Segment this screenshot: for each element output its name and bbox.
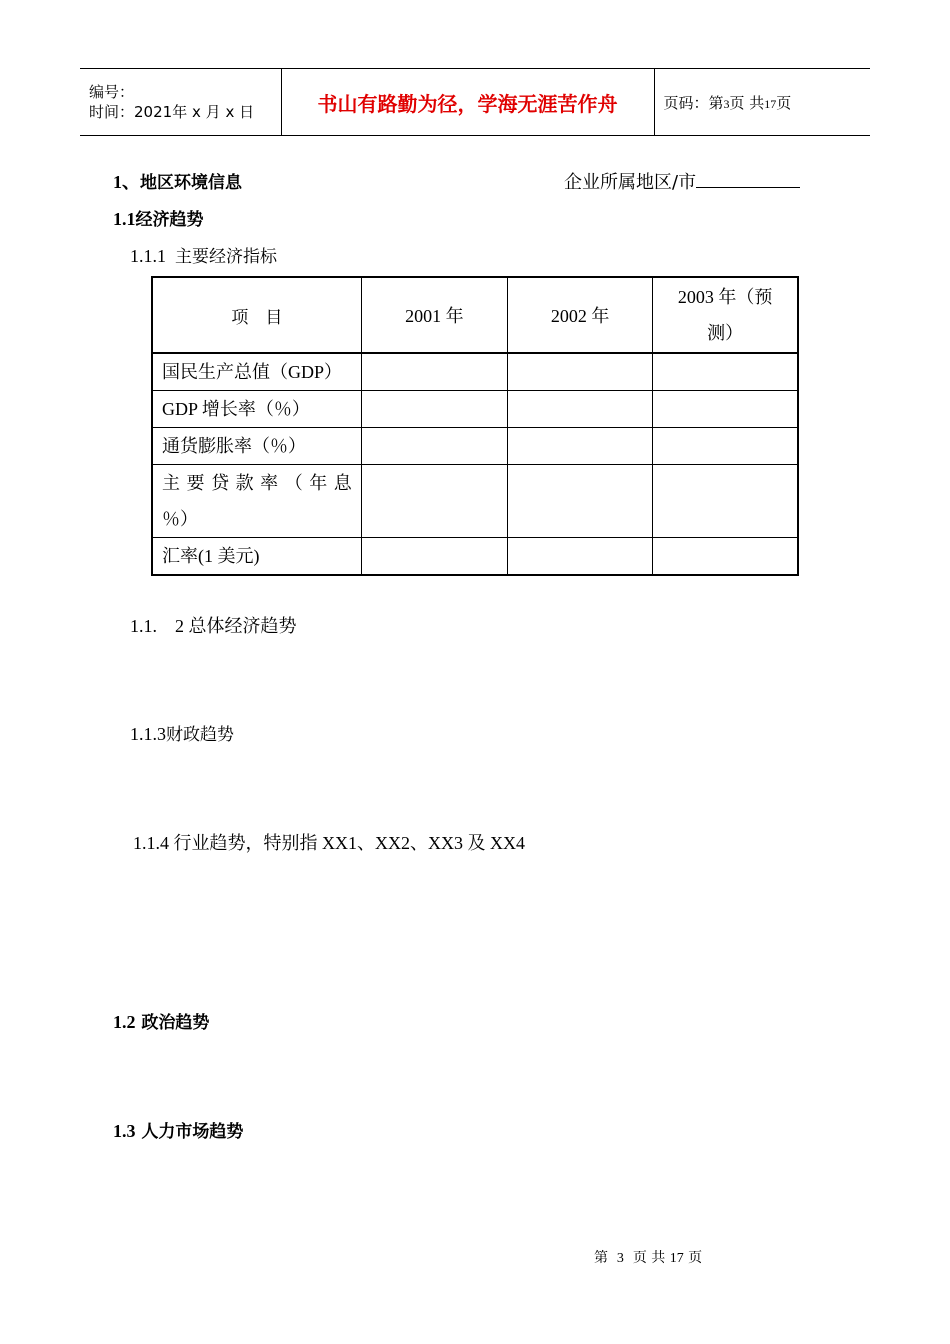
col-header-2002: 2002 年	[508, 277, 653, 353]
subsection-1-1-3-heading: 1.1.3财政趋势	[130, 724, 234, 745]
motto-text: 书山有路勤为径，学海无涯苦作舟	[317, 91, 618, 116]
section-1-heading: 1、地区环境信息	[113, 172, 242, 193]
cell-gdp-2003[interactable]	[653, 353, 798, 391]
cell-exchange-rate-2003[interactable]	[653, 538, 798, 576]
table-header-row	[152, 277, 798, 353]
section-1-2-heading: 1.2 政治趋势	[113, 1012, 210, 1033]
header-date: 时间：2021年 x 月 x 日	[89, 103, 255, 121]
col-header-item: 项 目	[152, 277, 361, 353]
cell-inflation-2003[interactable]	[653, 428, 798, 465]
subsection-1-1-4-heading: 1.1.4 行业趋势，特别指 XX1、XX2、XX3 及 XX4	[133, 833, 525, 853]
region-blank[interactable]	[696, 169, 800, 188]
header-page-number: 页码：第3页 共17页	[663, 93, 792, 112]
cell-exchange-rate-2002[interactable]	[508, 538, 653, 576]
cell-lending-rate-2003[interactable]	[653, 465, 798, 538]
section-1-3-heading: 1.3 人力市场趋势	[113, 1121, 244, 1142]
region-label: 企业所属地区/市	[564, 172, 697, 193]
row-label-exchange-rate: 汇率(1 美元)	[152, 538, 361, 576]
region-field	[564, 168, 800, 194]
header-left-cell	[80, 69, 281, 136]
cell-inflation-2001[interactable]	[361, 428, 507, 465]
table-row	[152, 353, 798, 391]
economic-indicators-table	[151, 276, 799, 576]
header-page-cell	[654, 69, 870, 136]
document-header	[80, 68, 870, 136]
subsection-1-1-2-heading: 1.1. 2 总体经济趋势	[130, 616, 297, 636]
subsection-1-1-1-heading: 1.1.1 主要经济指标	[130, 246, 277, 267]
serial-label: 编号：	[89, 83, 135, 101]
cell-gdp-2001[interactable]	[361, 353, 507, 391]
row-label-gdp: 国民生产总值（GDP）	[152, 353, 361, 391]
table-row	[152, 391, 798, 428]
row-label-gdp-growth: GDP 增长率（％）	[152, 391, 361, 428]
cell-gdp-growth-2003[interactable]	[653, 391, 798, 428]
page-footer: 第 3 页 共 17 页	[594, 1250, 703, 1266]
row-label-inflation: 通货膨胀率（％）	[152, 428, 361, 465]
cell-gdp-growth-2001[interactable]	[361, 391, 507, 428]
header-motto-cell	[281, 69, 654, 136]
row-label-lending-rate: 主要贷款率（年息 ％）	[152, 465, 361, 538]
cell-exchange-rate-2001[interactable]	[361, 538, 507, 576]
col-header-2003: 2003 年（预 测）	[653, 277, 798, 353]
cell-lending-rate-2002[interactable]	[508, 465, 653, 538]
section-1-1-heading: 1.1经济趋势	[113, 209, 204, 230]
table-row	[152, 538, 798, 576]
cell-lending-rate-2001[interactable]	[361, 465, 507, 538]
table-row	[152, 465, 798, 538]
cell-gdp-2002[interactable]	[508, 353, 653, 391]
col-header-2001: 2001 年	[361, 277, 507, 353]
cell-inflation-2002[interactable]	[508, 428, 653, 465]
table-row	[152, 428, 798, 465]
cell-gdp-growth-2002[interactable]	[508, 391, 653, 428]
